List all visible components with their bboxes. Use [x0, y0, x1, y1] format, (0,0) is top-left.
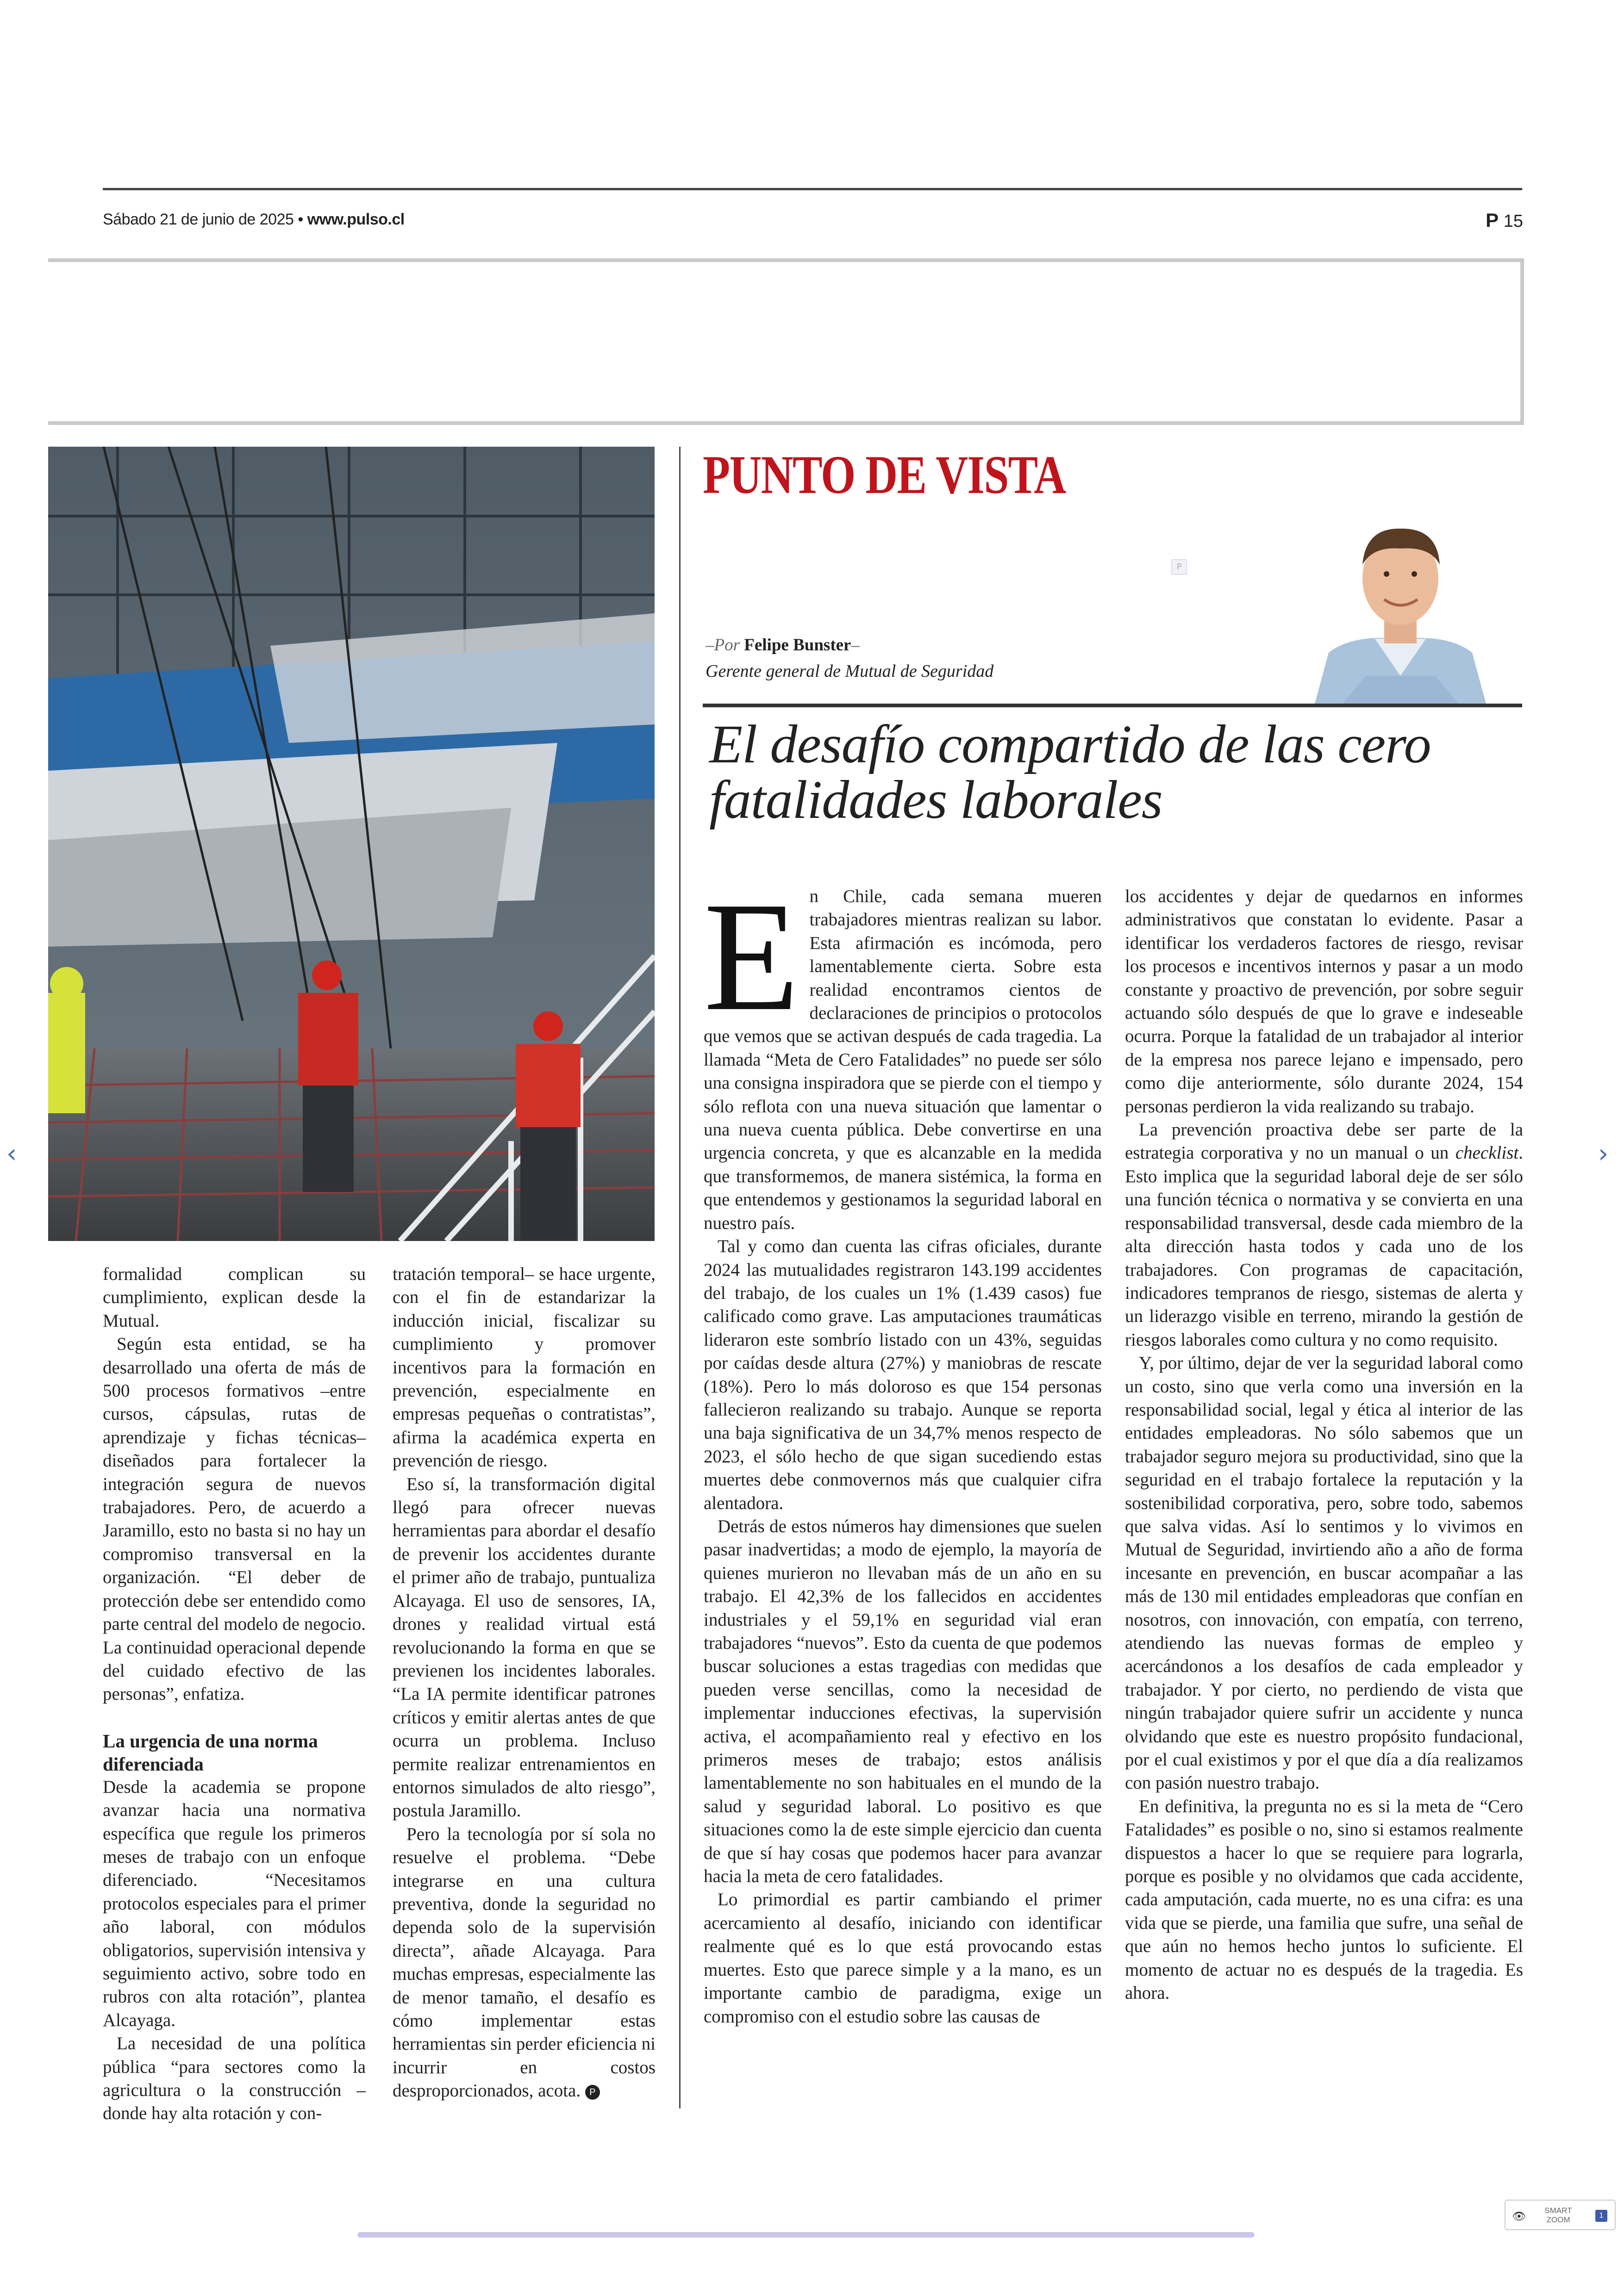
byline-prefix: –Por — [706, 636, 740, 655]
article-column-2 — [393, 1263, 656, 2103]
headline-line-2: fatalidades laborales — [709, 769, 1162, 830]
drop-cap: E — [704, 870, 800, 1043]
author-role: Gerente general de Mutual de Seguridad — [706, 661, 994, 681]
opinion-paragraph-text: n Chile, cada semana mueren trabajadores mientras realizan su labor. Esta afirmación es incómoda, pero lamentablemente cierta. Sobre esta realidad encontramos cientos de declaraciones de principios o protocolos que vemos que se activan después de cada tragedia. La llamada “Meta de Cero Fatalidades” no puede ser sólo una consigna inspiradora que se pierde con el tiempo y sólo reflota con una nueva situación que lamentar o una nueva cuenta pública. Debe convertirse en una urgencia concreta, y que es alcanzable en la medida que transformemos, de manera sistémica, la forma en que entendemos y gestionamos la seguridad laboral en nuestro país. — [704, 886, 1102, 1233]
opinion-column-1 — [704, 870, 1102, 2028]
section-title: PUNTO DE VISTA — [703, 444, 1066, 505]
byline — [706, 635, 860, 655]
smart-zoom-label-line-2: ZOOM — [1546, 2215, 1570, 2224]
opinion-text: . Esto implica que la seguridad laboral deje de ser sólo una función técnica o normativa y se convierta en una responsabilidad transversal, desde cada miembro de la alta dirección hasta todos y cada uno de los trabajadores. Con programas de capacitación, indicadores tempranos de riesgo, sistemas de alerta y un liderazgo visible en terreno, mirando la gestión de riesgos laborales como cultura y no como requisito. — [1125, 1143, 1523, 1350]
header-date-site — [103, 211, 405, 229]
construction-photo-illustration — [48, 447, 655, 1241]
opinion-paragraph: Lo primordial es partir cambiando el primer acercamiento al desafío, iniciando con identificar realmente qué es lo que está provocando estas muertes. Esto que parece simple y a la mano, es un importante cambio de paradigma, exige un compromiso con el estudio sobre las causas de — [704, 1890, 1102, 2027]
opinion-paragraph: los accidentes y dejar de quedarnos en informes administrativos que constatan lo evidente. Pasar a identificar los verdaderos factores de riesgo, revisar los procesos e incentivos internos y pasar a un modo constante y proactivo de prevención, por sobre seguir actuando sólo después de que lo grave e indeseable ocurra. Porque la fatalidad de un trabajador al interior de la empresa nos parece lejano e impensado, pero como dije anteriormente, sólo durante 2024, 154 personas perdieron la vida realizando su trabajo. — [1125, 886, 1523, 1116]
end-of-article-icon: P — [585, 2085, 600, 2100]
smart-zoom-button[interactable] — [1505, 2200, 1616, 2230]
chevron-left-icon[interactable]: ‹ — [6, 1139, 17, 1169]
page-number — [1486, 209, 1523, 231]
ad-placeholder-box — [48, 258, 1524, 425]
article-paragraph: Según esta entidad, se ha desarrollado una oferta de más de 500 procesos formativos –entre cursos, cápsulas, rutas de aprendizaje y fichas técnicas– diseñados para fortalecer la integración segura de nuevos trabajadores. Pero, de acuerdo a Jaramillo, esto no basta si no hay un compromiso transversal en la organización. “El deber de protección debe ser entendido como parte central del modelo de negocio. La continuidad operacional depende del cuidado efectivo de las personas”, enfatiza. — [103, 1334, 366, 1704]
horizontal-scrollbar[interactable] — [357, 2232, 1255, 2238]
author-portrait — [1296, 500, 1505, 704]
article-column-1 — [103, 1263, 366, 2126]
page-number-value: 15 — [1503, 212, 1523, 231]
article-paragraph: La necesidad de una política pública “para sectores como la agricultura o la construcción –donde hay alta rotación y con- — [103, 2033, 366, 2124]
opinion-paragraph: Y, por último, dejar de ver la seguridad laboral como un costo, sino que verla como una inversión en la responsabilidad social, legal y ética al interior de las entidades empleadoras. No sólo sabemos que un trabajador seguro mejora su productividad, sino que la seguridad en el trabajo fortalece la reputación y la sostenibilidad corporativa, pero, sobre todo, sabemos que salva vidas. Así lo sentimos y lo vivimos en Mutual de Seguridad, invirtiendo año a año de forma incesante en prevención, en buscar acompañar a las más de 130 mil entidades empleadoras que confían en nosotros, con innovación, con empatía, con terreno, atendiendo las nuevas formas de empleo y acercándonos a los desafíos de cada empleador y trabajador. Y por cierto, no perdiendo de vista que ningún trabajador quiere sufrir un accidente y nunca olvidando que este es nuestro propósito fundacional, por el cual existimos y por el que día a día realizamos con pasión nuestro trabajo. — [1125, 1353, 1523, 1793]
article-subheading: La urgencia de una norma diferenciada — [103, 1730, 318, 1775]
column-divider — [679, 447, 681, 2108]
construction-workers-photo — [48, 447, 655, 1241]
article-paragraph: Eso sí, la transformación digital llegó para ofrecer nuevas herramientas para abordar el desafío de prevenir los accidentes durante el primer año de trabajo, puntualiza Alcayaga. El uso de sensores, IA, drones y realidad virtual está revolucionando la forma en que se previenen los incidentes laborales. “La IA permite identificar patrones críticos y emitir alertas antes de que ocurra un problema. Incluso permite realizar entrenamientos en entornos simulados de alto riesgo”, postula Jaramillo. — [393, 1474, 656, 1821]
opinion-paragraph: Tal y como dan cuenta las cifras oficiales, durante 2024 las mutualidades registraron 143.199 accidentes del trabajo, de los cuales un 1% (1.439 casos) fue calificado como grave. Las amputaciones traumáticas lideraron este sombrío listado con un 43%, seguidas por caídas desde altura (27%) y maniobras de rescate (18%). Pero lo más doloroso es que 154 personas fallecieron realizando su trabajo. Aunque se reporta una baja significativa de un 34,7% menos respecto de 2023, el sólo hecho de que sigan sucediendo estas muertes debe conmovernos más que cualquier cifra alentadora. — [704, 1236, 1102, 1513]
author-name: Felipe Bunster — [744, 636, 851, 655]
article-paragraph-text: Pero la tecnología por sí sola no resuelve el problema. “Debe integrarse en una cultura preventiva, donde la seguridad no dependa solo de la supervisión directa”, añade Alcayaga. Para muchas empresas, especialmente las de menor tamaño, el desafío es cómo implementar estas herramientas sin perder eficiencia ni incurrir en costos desproporcionados, acota. — [393, 1824, 656, 2101]
small-p-icon: P — [1171, 559, 1187, 575]
byline-suffix: – — [851, 636, 860, 655]
article-headline — [709, 714, 1524, 830]
header-rule — [103, 188, 1522, 190]
headline-rule — [703, 704, 1522, 707]
article-paragraph-last — [393, 1823, 656, 2103]
article-paragraph: formalidad complican su cumplimiento, explican desde la Mutual. — [103, 1264, 366, 1331]
header-separator: • — [294, 211, 307, 228]
smart-zoom-label-line-1: SMART — [1544, 2206, 1572, 2215]
header-date: Sábado 21 de junio de 2025 — [103, 211, 294, 228]
opinion-column-2 — [1125, 885, 1523, 2005]
article-paragraph: Desde la academia se propone avanzar hacia una normativa específica que regule los primeros meses de trabajo con un enfoque diferenciado. “Necesitamos protocolos especiales para el primer año laboral, con módulos obligatorios, supervisión intensiva y seguimiento activo, sobre todo en rubros con alta rotación”, plantea Alcayaga. — [103, 1777, 366, 2030]
eye-icon: 👁 — [1512, 2210, 1526, 2223]
opinion-italic-term: checklist — [1455, 1143, 1519, 1163]
opinion-paragraph: Detrás de estos números hay dimensiones que suelen pasar inadvertidas; a modo de ejemplo, la mayoría de quienes murieron no llevaban más de un año en su trabajo. El 42,3% de los fallecidos en accidentes industriales y el 59,1% en seguridad vial eran trabajadores “nuevos”. Esto da cuenta de que podemos buscar soluciones a estas tragedias con medidas que pueden verse sencillas, como la necesidad de implementar inducciones efectivas, la supervisión activa, el acompañamiento real y efectivo en los primeros meses de trabajo; estos análisis lamentablemente no son habituales en el mundo de la salud y seguridad laboral. Lo positivo es que situaciones como la de este simple ejercicio dan cuenta de que sí hay cosas que podemos hacer para avanzar hacia la meta de cero fatalidades. — [704, 1516, 1102, 1887]
page-letter: P — [1486, 209, 1499, 231]
page-indicator-badge: 1 — [1595, 2210, 1607, 2222]
opinion-text: La prevención proactiva debe ser parte de la estrategia corporativa y no un manual o un — [1125, 1120, 1523, 1163]
opinion-paragraph: En definitiva, la pregunta no es si la meta de “Cero Fatalidades” es posible o no, sino si estamos realmente dispuestos a hacer lo que se requiere para lograrla, porque es posible y no olvidamos que cada accidente, cada amputación, cada muerte, no es una cifra: es una vida que se pierde, una familia que sufre, una señal de que aún no hemos hecho juntos lo suficiente. El momento de actuar no es después de la tragedia. Es ahora. — [1125, 1796, 1523, 2003]
chevron-right-icon[interactable]: › — [1598, 1139, 1609, 1169]
author-portrait-illustration — [1296, 500, 1505, 704]
opinion-paragraph-checklist — [1125, 1118, 1523, 1352]
article-paragraph: tratación temporal– se hace urgente, con el fin de estandarizar la inducción inicial, fiscalizar su cumplimiento y promover incentivos para la formación en prevención, especialmente en empresas pequeñas o contratistas”, afirma la académica experta en prevención de riesgo. — [393, 1264, 656, 1471]
headline-line-1: El desafío compartido de las cero — [709, 714, 1431, 774]
opinion-paragraph-first — [704, 870, 1102, 1235]
smart-zoom-label — [1540, 2206, 1577, 2225]
header-site[interactable]: www.pulso.cl — [307, 211, 405, 228]
